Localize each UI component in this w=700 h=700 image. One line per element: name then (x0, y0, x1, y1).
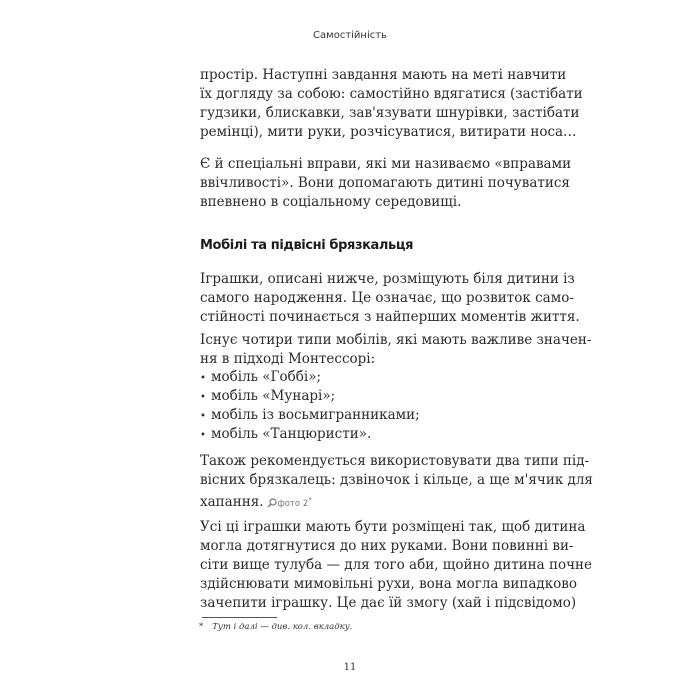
footnote-marker: * (199, 622, 204, 632)
footnote-marker: * (308, 495, 312, 504)
bullet-marker: • (200, 430, 206, 441)
paragraph-line: ввічливості». Вони допомагають дитині почуватися (200, 175, 570, 191)
footnote (199, 622, 352, 632)
paragraph-line (200, 490, 502, 509)
photo-reference (267, 495, 312, 509)
list-item-text: мобіль «Мунарі»; (211, 388, 336, 404)
paragraph-line: зачепити іграшку. Це дає їй змогу (хай і підсвідомо) (200, 595, 577, 611)
paragraph-line: сіти вище тулуба — для того аби, щойно дитина почне (200, 557, 593, 573)
paragraph-line: Є й спеціальні вправи, які ми називаємо «вправами (200, 156, 572, 172)
list-item (200, 406, 502, 425)
paragraph-line: стійності починається з найперших моментів життя. (200, 309, 580, 325)
list-item (200, 425, 502, 444)
footnote-divider (202, 617, 277, 618)
list-item (200, 368, 502, 387)
page-number: 11 (343, 662, 357, 673)
paragraph-line: вісних брязкалець: дзвіночок і кільце, а ще м'ячик для (200, 472, 593, 488)
paragraph-line: самого народження. Це означає, що розвиток само- (200, 290, 574, 306)
bullet-marker: • (200, 373, 206, 384)
paragraph-line: простір. Наступні завдання мають на меті навчити (200, 67, 567, 83)
paragraph-line: впевнено в соціальному середовищі. (200, 194, 462, 210)
section-heading: Мобілі та підвісні брязкальця (200, 238, 414, 253)
paragraph-line: ня в підході Монтессорі: (200, 351, 376, 367)
paragraph-line: Існує чотири типи мобілів, які мають важливе значен- (200, 332, 592, 348)
running-header: Самостійність (313, 30, 387, 41)
paragraph-text: хапання. (200, 493, 264, 510)
bullet-marker: • (200, 392, 206, 403)
bullet-marker: • (200, 411, 206, 422)
list-item-text: мобіль «Гоббі»; (211, 369, 321, 385)
paragraph-line: Усі ці іграшки мають бути розміщені так, щоб дитина (200, 519, 586, 535)
paragraph-line: їх догляду за собою: самостійно вдягатися (застібати (200, 86, 583, 102)
footnote-text: Тут і далі — див. кол. вкладку. (212, 622, 353, 632)
paragraph-line: здійснювати мимовільні рухи, вона могла випадково (200, 576, 577, 592)
photo-reference-label: фото 2 (277, 498, 309, 509)
paragraph-line: Також рекомендується використовувати два типи під- (200, 453, 590, 469)
list-item-text: мобіль «Танцюристи». (211, 426, 372, 442)
paragraph-line: ремінці), мити руки, розчісуватися, витирати носа… (200, 124, 577, 140)
magnifier-icon (267, 498, 277, 508)
paragraph-line: Іграшки, описані нижче, розміщують біля дитини із (200, 271, 575, 287)
paragraph-line: могла дотягнутися до них руками. Вони повинні ви- (200, 538, 574, 554)
list-item (200, 387, 502, 406)
paragraph-line: гудзики, блискавки, зав'язувати шнурівки, застібати (200, 105, 580, 121)
list-item-text: мобіль із восьмигранниками; (211, 407, 420, 423)
